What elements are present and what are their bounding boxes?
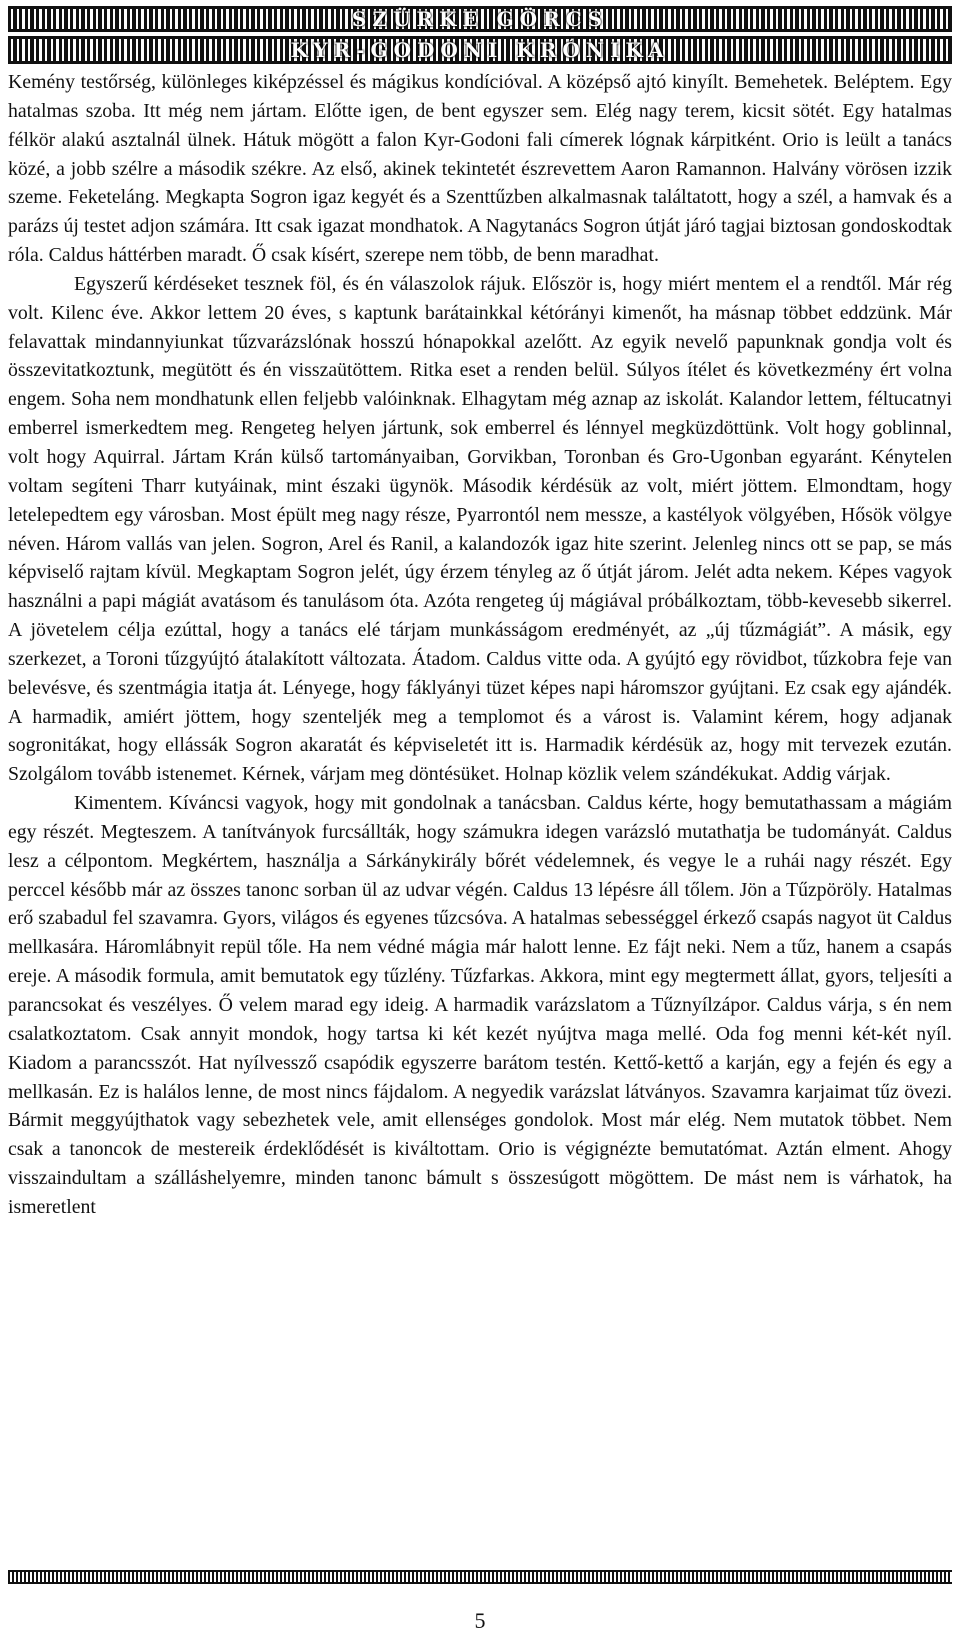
banner-title-line-1: SZÜRKE GÖRCS [351,7,609,31]
paragraph: Kemény testőrség, különleges kiképzéssel és mágikus kondícióval. A középső ajtó kinyílt. Bemehetek. Beléptem. Egy hatalmas szoba. Itt még nem jártam. Előtte igen, de bent egyszer sem. Elég nagy terem, kicsit sötét. Egy hatalmas félkör alakú asztalnál ülnek. Hátuk mögött a falon Kyr-Godoni fali címerek lógnak kárpitként. Orio is leült a tanács közé, a jobb szélre a második székre. Az első, akinek tekintetét észrevettem Aaron Ramannon. Halvány vörösen izzik szeme. Feketeláng. Megkapta Sogron igaz kegyét és a Szenttűzben alkalmasnak találtatott, hogy a szél, a hamvak és a parázs új testet adjon számára. Itt csak igazat mondhatok. A Nagytanács Sogron útját járó tagjai biztosan gondoskodtak róla. Caldus háttérben maradt. Ő csak kísért, szerepe nem több, de benn maradhat. [8,71,952,267]
decorative-header-banner [8,4,952,66]
decorative-footer-rule [8,1570,952,1584]
banner-title-line-2: KYR-GODONI KRÓNIKA [290,38,670,62]
page-number: 5 [474,1608,486,1633]
paragraph: Egyszerű kérdéseket tesznek föl, és én válaszolok rájuk. Először is, hogy miért mentem el a rendtől. Már rég volt. Kilenc éve. Akkor lettem 20 éves, s kaptunk barátainkkal kétórányi kimenőt, ha másnap többet eddzünk. Már felavattak mindannyiunkat tűzvarázslónak hosszú hónapokkal azelőtt. Az egyik nevelő papunknak gondja volt és összevitatkoztunk, megütött és én visszaütöttem. Ritka eset a renden belül. Súlyos ítélet és következmény ért volna engem. Soha nem mondhatunk ellen feljebb valóinknak. Elhagytam még aznap az iskolát. Kalandor lettem, féltucatnyi emberrel ismerkedtem meg. Rengeteg helyen jártunk, sok emberrel és lénnyel megküzdöttünk. Volt hogy goblinnal, volt hogy Aquirral. Jártam Krán külső tartományaiban, Gorvikban, Toronban és Gro-Ugonban egyaránt. Kénytelen voltam segíteni Tharr kutyáinak, mint északi ügynök. Második kérdésük az volt, miért jöttem. Elmondtam, hogy letelepedtem egy városban. Most épült meg nagy része, Pyarrontól nem messze, a kastélyok völgyében, Hősök völgye néven. Három vallás van jelen. Sogron, Arel és Ranil, a kalandozók igaz hite szerint. Jelenleg nincs ott se pap, se más képviselő rajtam kívül. Megkaptam Sogron jelét, úgy érzem tényleg az ő útját járom. Jelét adta nekem. Képes vagyok használni a papi mágiát avatásom és tanulásom óta. Azóta rengeteg új mágiával próbálkoztam, több-kevesebb sikerrel. A jövetelem célja ezúttal, hogy a tanács elé tárjam munkásságom eredményét, az „új tűzmágiát”. A másik, egy szerkezet, a Toroni tűzgyújtó átalakított változata. Átadom. Caldus vitte oda. A gyújtó egy rövidbot, tűzkobra feje van belevésve, és szentmágia itatja át. Lényege, hogy fáklyányi tüzet képes napi háromszor gyújtani. Ez csak egy ajándék. A harmadik, amiért jöttem, hogy szenteljék meg a templomot és a várost is. Valamint kérem, hogy adjanak sogronitákat, hogy ellássák Sogron akaratát és képviseletét itt is. Harmadik kérdésük az, hogy mit tervezek ezután. Szolgálom tovább istenemet. Kérnek, várjam meg döntésüket. Holnap közlik velem szándékukat. Addig várjak. [8,272,952,786]
page-body-text [8,68,952,1222]
paragraph: Kimentem. Kíváncsi vagyok, hogy mit gondolnak a tanácsban. Caldus kérte, hogy bemutathassam a mágiám egy részét. Megteszem. A tanítványok furcsállták, hogy számukra idegen varázsló mutathatja be tudományát. Caldus lesz a célpontom. Megkértem, használja a Sárkánykirály bőrét védelemnek, és vegye le a ruhái nagy részét. Egy perccel később már az összes tanonc sorban ül az udvar végén. Caldus 13 lépésre áll tőlem. Jön a Tűzpöröly. Hatalmas erő szabadul fel szavamra. Gyors, világos és egyenes tűzcsóva. A hatalmas sebességgel érkező csapás nagyot üt Caldus mellkasára. Háromlábnyit repül tőle. Ha nem védné mágia már halott lenne. Ez fájt neki. Nem a tűz, hanem a csapás ereje. A második formula, amit bemutatok egy tűzlény. Tűzfarkas. Akkora, mint egy megtermett állat, gyors, teljesíti a parancsokat és veszélyes. Ő velem marad egy ideig. A harmadik varázslatom a Tűznyílzápor. Caldus várja, s én nem csalatkoztatom. Csak annyit mondok, hogy tartsa ki két kezét nyújtva maga mellé. Oda fog menni két-két nyíl. Kiadom a parancsszót. Hat nyílvessző csapódik egyszerre barátom testén. Kettő-kettő a karján, egy a fején és egy a mellkasán. Ez is halálos lenne, de most nincs fájdalom. A negyedik varázslat látványos. Szavamra karjaimat tűz övezi. Bármit meggyújthatok vagy sebezhetek vele, amit ellenséges gondolok. Most már elég. Nem mutatok többet. Nem csak a tanoncok de mestereik érdeklődését is kiváltottam. Orio is végignézte bemutatómat. Aztán elment. Ahogy visszaindultam a szálláshelyemre, minden tanonc bámult s összesúgott mögöttem. De mást nem is várhatok, ha ismeretlent [8,792,952,1218]
